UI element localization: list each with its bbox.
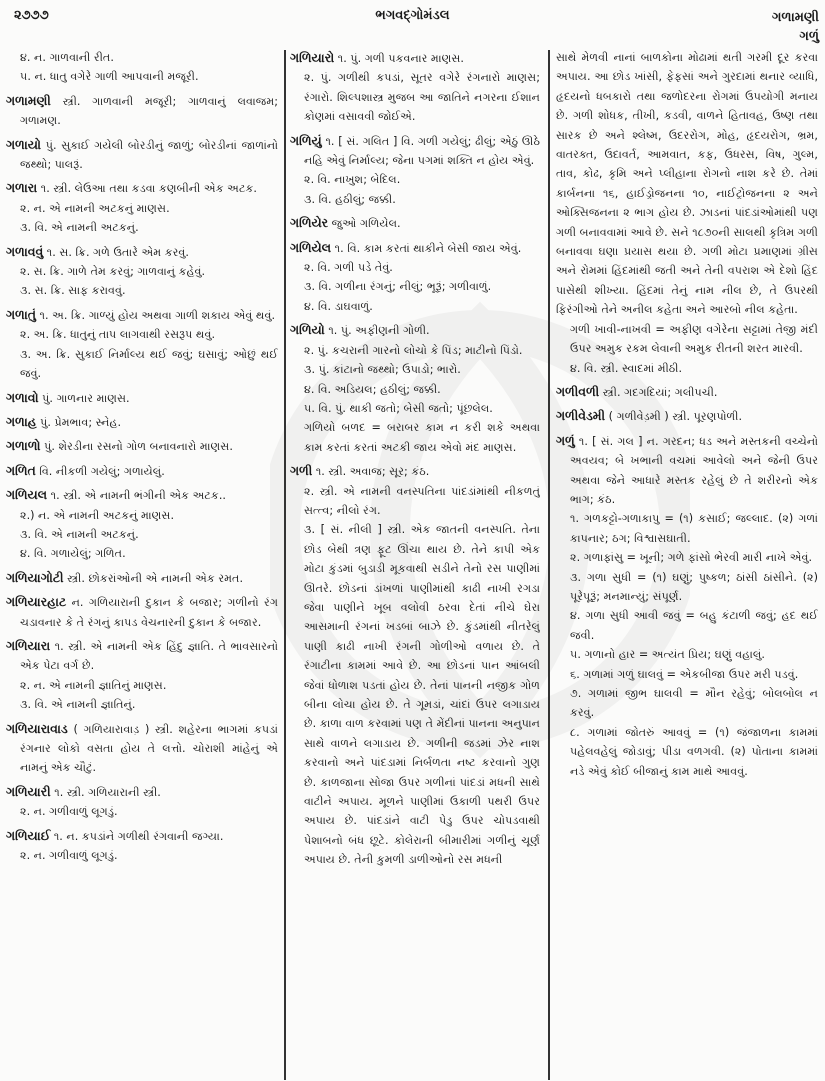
definition-text: સ્ત્રી. ગદગદિયાં; ગલીપચી. [602,385,718,399]
definition-text: સ્ત્રી. ગાળવાની મજૂરી; ગાળવાનું લવાજમ; ગળામણ. [20,94,278,128]
entry-sense: ૭. ગળામાં જીભ ઘાલવી = મૌન રહેવું; બોલબોલ ન કરવું. [570,687,818,720]
definition-text: પું. શેરડીના રસનો ગોળ બનાવનારો માણસ. [44,440,233,454]
entry-definition [6,568,278,588]
entry-sense: ૩. ગળા સુધી = (૧) ઘણું; પુષ્કળ; ઠાંસી ઠાંસીને. (૨) પૂરેપૂરૂં; મનમાન્યું; સંપૂર્ણ. [570,570,818,603]
definition-text: વિ. નીકળી ગયેલું; ગળાયેલું. [39,464,165,478]
dictionary-entry [556,48,818,378]
entry-headword: ગળિયાઈ [6,827,51,843]
entry-headword: ગળિયો [290,322,325,338]
column-1 [6,48,278,1078]
dictionary-entry [290,238,540,317]
entry-sense: ૨. સ્ત્રી. એ નામની વનસ્પતિના પાંદડાંમાંથી નીકળતું સત્ત્વ; નીલો રંગ. [304,484,540,517]
entry-headword: ગળિયાગોટી [6,569,64,585]
entry-sense: ૩. અ. ક્રિ. સુકાઈ નિર્માલ્ય થઈ જવું; ઘસાવું; ઓછું થઈ જવું. [20,347,278,381]
guide-word-top: ગળામણી [771,10,819,25]
entry-headword: ગળારા [6,180,38,196]
entry-sense: ગળી ખાવી-નાખવી = અફીણ વગેરેના સટ્ટામાં તેજી મંદી ઉપર અમુક રકમ લેવાની અમુક રીતની શરત મારવી. [570,322,818,356]
dictionary-entry [290,461,540,870]
entry-sense: ૪. વિ. ડાઘવાળું. [304,299,373,313]
column-2 [290,48,540,1078]
entry-sense: ૨. ન. ગળીવાળું લૂગડું. [20,805,118,819]
entry-headword: ગળાયો [6,136,41,152]
entry-definition [6,636,278,676]
entry-definition [556,382,818,402]
entry-sense: ૨. ન. એ નામની જ્ઞાતિનું માણસ. [20,678,167,692]
entry-definition [6,826,278,846]
entry-sense: ૩. પું. કાંટાનો જથ્થો; ઉપાડો; ભારો. [304,363,461,377]
entry-definition [6,782,278,802]
entry-headword: ગળિયારા [6,637,51,653]
entry-definition [6,719,278,778]
definition-text: સ્ત્રી. છોકરાંઓની એ નામની એક રમત. [67,571,244,585]
definition-text: ૧. સ્ત્રી. લેઉઆ તથા કડવા કણબીની એક અટક. [40,182,257,196]
entry-definition [6,178,278,198]
dictionary-entry [6,568,278,588]
entry-sense: ૨. ન. એ નામની અટકનું માણસ. [20,201,170,215]
definition-text: ૧. અ. ક્રિ. ગાળ્યું હોય અથવા ગાળી શકાય એવું થવું. [39,308,275,322]
dictionary-entry [6,305,278,384]
definition-text: ૧. વિ. કામ કરતાં થાકીને બેસી જાય એવું. [334,241,522,255]
definition-text: ૧. પું. ગળી પકવનાર માણસ. [337,52,464,65]
entry-headword: ગળિયેર [290,215,329,231]
entry-definition [6,592,278,632]
entry-headword: ગળાવો [6,389,39,405]
entry-definition [6,91,278,131]
entry-definition [290,238,540,258]
entry-definition [6,436,278,456]
definition-text: ૧. સ્ત્રી. ગળિયારાની સ્ત્રી. [54,785,161,799]
entry-definition [6,388,278,408]
dictionary-entry [290,131,540,210]
entry-headword: ગળામણી [6,92,51,108]
guide-word-bottom: ગળું [799,29,819,44]
entry-definition [556,431,818,510]
definition-text: પું. પ્રેમભાવ; સ્નેહ. [40,415,122,429]
entry-sense: ૪. વિ. સ્ત્રી. સ્વાદમાં મીઠી. [570,361,683,375]
entry-sense: ૩. વિ. હઠીલું; જક્કી. [304,192,396,206]
entry-sense: ૨. પું. કચરાની ગારનો લોચો કે પિંડ; માટીનો પિંડો. [304,343,523,357]
entry-definition [556,406,818,426]
dictionary-entry [290,320,540,457]
entry-headword: ગળિયારો [290,50,335,65]
definition-text: ન. ગળિયારાની દુકાન કે બજાર; ગળીનો રંગ ચડાવનાર કે તે રંગનું કાપડ વેચનારની દુકાન કે બજાર. [20,596,278,629]
dictionary-entry [6,436,278,456]
dictionary-entry [290,48,540,127]
entry-headword: ગળી [290,463,313,479]
dictionary-entry [6,592,278,632]
dictionary-entry [6,719,278,778]
dictionary-entry [556,431,818,781]
definition-text: ૧. [ સં. ગલ ] ન. ગરદન; ધડ અને મસ્તકની વચ્ચેનો અવયવ; બે ખભાની વચમાં આવેલો અને જેની ઉપર અથવા જેને આધારે મસ્તક રહેલું છે તે શરીરનો એક ભાગ; કંઠ. [570,434,818,506]
entry-sense: ૮. ગળામાં જોતરું આવવું = (૧) જંજાળના કામમાં પહેલવહેલું જોડાવું; પીડા વળગવી. (૨) પોતાના કામમાં નડે એવું કોઈ બીજાનું કામ માથે આવવું. [570,725,818,778]
dictionary-entry [6,91,278,131]
dictionary-entry [6,135,278,175]
definition-text: પું. સુકાઈ ગયેલી બોરડીનું જાળું; બોરડીનાં જાળાંનો જથ્થો; પાલરૂં. [20,138,278,172]
entry-headword: ગળાળો [6,438,41,454]
dictionary-entry [6,636,278,715]
entry-sense: ૨. વિ. ગળી પડે તેવું. [304,261,393,275]
dictionary-entry [290,213,540,233]
entry-headword: ગળિત [6,462,36,478]
dictionary-entry [6,412,278,432]
dictionary-entry [6,485,278,564]
dictionary-entry [6,178,278,237]
dictionary-entry [556,382,818,402]
entry-definition [6,461,278,481]
dictionary-entry [6,782,278,822]
entry-headword: ગળાતું [6,306,36,322]
running-title: ભગવદ્ગોમંડલ [375,8,450,23]
column-3 [556,48,818,1078]
entry-sense: ૩. [ સં. નીલી ] સ્ત્રી. એક જાતની વનસ્પતિ. તેના છોડ બેથી ત્રણ ફૂટ ઊંચા થાય છે. તેને કાપી એક મોટા કુંડમાં બુડાડી મૂકવાથી સડીને તેનો રસ પાણીમાં ઊતરે. છોડનાં ડાંખળાં પાણીમાંથી કાઢી નાખી રગડા જેવા પાણીને ખૂબ વલોવી ઠરવા દેતાં નીચે ઘેરા આસમાની રંગનાં ખડબાં બાઝે છે. કુંડમાંથી નીતરેલું પાણી કાઢી નાખી રંગની ગોળીઓ વળાય છે. તે રંગાટીના કામમાં આવે છે. આ છોડનાં પાન આંબલી જેવાં ધોળાશ પડતાં હોય છે. તેનાં પાનની નજીક ગોળ બીના લોચા હોય છે. તે ગૂમડાં, ચાંદાં ઉપર લગાડાય છે. કાળા વાળ કરવામાં પણ તે મેંદીનાં પાનના અનુપાન સાથે વાળને લગાડાય છે. ગળીની જડમાં ઝેર નાશ કરવાનો અને પાંદડામાં નિર્બળતા નષ્ટ કરવાનો ગુણ છે. કાળજાના સોજા ઉપર ગળીનાં પાંદડાં મધની સાથે વાટીને અપાય. મૂળને પાણીમાં ઉકાળી પથરી ઉપર અપાય છે. પાંદડાંને વાટી પેડુ ઉપર ચોપડવાથી પેશાબનો બંધ છૂટે. કોલેરાની બીમારીમાં ગળીનું ચૂર્ણ અપાય છે. તેની કુમળી ડાળીઓનો રસ મધની [304,523,540,867]
dictionary-entry [6,461,278,481]
entry-sense: ૧. ગળકટ્ટો-ગળાકાપુ = (૧) કસાઈ; જલ્લાદ. (૨) ગળાં કાપનાર; ઠગ; વિશ્વાસઘાતી. [570,512,818,545]
entry-definition [6,485,278,505]
entry-sense: ૪. વિ. ગળાયેલું; ગળિત. [20,547,126,561]
entry-sense: ૩. વિ. એ નામની અટકનું. [20,527,139,541]
entry-sense: ૫. ગળાનો હાર = અત્યંત પ્રિય; ઘણું વહાલું. [570,648,765,662]
definition-text: ( ગળિયારાવાડ઼ ) સ્ત્રી. શહેરના ભાગમાં કપડાં રંગનાર લોકો વસતા હોય તે લત્તો. ચોરાશી માંહેનું એ નામનું એક ચૌટું. [20,722,278,775]
entry-sense: ૩. વિ. એ નામની જ્ઞાતિનું. [20,698,136,712]
guide-words [772,8,819,46]
entry-definition: સાથે મેળવી નાનાં બાળકોના મોઢામાં થતી ગરમી દૂર કરવા અપાય. આ છોડ ખાંસી, ફેફસાં અને ગુરદામાં થનાર વ્યાધિ, હૃદયનો ધબકારો તથા જળોદરના રોગમાં ઉપયોગી મનાય છે. ગળી શોધક, તીખી, કડવી, વાળને હિતાવહ, ઉષ્ણ તથા સારક છે અને શ્લેષ્મ, ઉદરરોગ, મોહ, હૃદયરોગ, ભ્રમ, વાતરક્ત, ઉદાવર્ત, આમવાત, કફ, ઉધરસ, વિષ, ગુલ્મ, તાવ, કોઢ, કૃમિ અને પ્લીહાના રોગનો નાશ કરે છે. તેમાં કાર્બનના ૧૬, હાઈડ્રોજનના ૧૦, નાઈટ્રોજનના ૨ અને ઓક્સિજનના ૨ ભાગ હોય છે. ઝાડનાં પાંદડાંઓમાંથી પણ ગળી બનાવવામાં આવે છે. સને ૧૮૭૦ની સાલથી કૃત્રિમ ગળી બનાવવા ઘણા પ્રયાસ થયા છે. ગળી મોટા પ્રમાણમાં ગ્રીસ અને રોમમાં હિંદમાંથી જતી અને તેની વપરાશ એ દેશો હિંદ પાસેથી શીખ્યા. હિંદમાં તેનું નામ નીલ છે, તે ઉપરથી ફિરંગીઓ તેને અનીલ કહેતા અને આરબો નીલ કહેતા. [556,51,818,317]
entry-definition [290,131,540,171]
page-header [0,0,825,44]
entry-sense: ૨. ન. ગળીવાળું લૂગડું. [20,849,118,863]
entry-definition [6,305,278,325]
entry-definition [6,242,278,262]
definition-text: ૧. પું. અફીણની ગોળી. [328,324,430,338]
entry-definition [6,412,278,432]
entry-sense: ૨. પું. ગળીથી કપડાં, સૂતર વગેરે રંગનારો માણસ; રંગારો. શિલ્પશાસ્ત્ર મુજબ આ જાતિને નગરના ઈશાન કોણમાં વસાવવી જોઈએ. [304,71,540,124]
entry-definition [6,135,278,175]
entry-sense: ૨.) ન. એ નામની અટકનું માણસ. [20,508,175,522]
entry-sense: ૫. ન. ધાતુ વગેરે ગાળી આપવાની મજૂરી. [20,70,199,84]
definition-text: જુઓ ગળિયેલ. [331,217,401,231]
dictionary-columns [0,48,825,1081]
entry-sense: ૩. વિ. એ નામની અટકનું. [20,221,139,235]
entry-definition [290,320,540,340]
dictionary-entry [6,388,278,408]
entry-headword: ગળિયારહાટ [6,594,67,610]
entry-definition [290,213,540,233]
entry-sense: ૩. સ. ક્રિ. સાફ કરાવવું. [20,284,126,298]
entry-sense: ૨. વિ. નાખુશ; બેદિલ. [304,173,401,187]
entry-sense: ૪. વિ. અડિયલ; હઠીલું; જક્કી. [304,382,441,396]
entry-definition [290,48,540,68]
definition-text: ૧. ન. કપડાંને ગળીથી રંગવાની જગ્યા. [53,829,224,843]
entry-sense: ૬. ગળામાં ગળું ઘાલવું = એકબીજા ઉપર મરી પડવું. [570,667,799,681]
page-number: ૨૭૭૭ [14,8,49,23]
entry-definition [290,461,540,481]
entry-sense: ગળિયો બળદ = બરાબર કામ ન કરી શકે અથવા કામ કરતાં કરતાં અટકી જાય એવો મંદ માણસ. [304,421,540,454]
entry-sense: ૨. ગળાફાંસુ = ખૂની; ગળે ફાંસો ભેરવી મારી નાખે એવું. [570,551,813,565]
dictionary-entry [556,406,818,426]
definition-text: ૧. [ સં. ગલિત ] વિ. ગળી ગયેલું; ઢીલું; એઠું ઊઠે નહિ એવું નિર્માલ્ય; જેના પગમાં શક્તિ ન હોય એવું. [304,134,540,168]
entry-sense: ૨. સ. ક્રિ. ગાળે તેમ કરવું; ગાળવાનું કહેવું. [20,265,206,279]
dictionary-entry [6,242,278,301]
definition-text: ( ગળીવેડ઼મી ) સ્ત્રી. પૂરણપોળી. [608,410,743,424]
entry-definition: ૪. ન. ગાળવાની રીત. [20,51,114,64]
entry-sense: ૩. વિ. ગળીના રંગનું; નીલું; ભૂરૂં; ગળીવાળું. [304,280,492,294]
definition-text: ૧. સ. ક્રિ. ગળે ઉતારે એમ કરવું. [46,245,189,259]
entry-sense: ૨. અ. ક્રિ. ધાતુનું તાપ લાગવાથી રસરૂપ થવું. [20,328,216,342]
entry-sense: ૪. ગળા સુધી આવી જવું = બહુ કંટાળી જવું; હદ થઈ જવી. [570,609,818,642]
entry-headword: ગળિયેલ [290,239,332,255]
definition-text: ૧. સ્ત્રી. અવાજ; સૂર; કંઠ. [315,465,430,479]
entry-headword: ગળિયારાવાડ [6,720,68,736]
entry-headword: ગળાવવું [6,243,44,259]
definition-text: ૧. સ્ત્રી. એ નામની ભંગીની એક અટક.. [50,489,226,503]
entry-headword: ગળીવળી [556,383,600,399]
entry-sense: ૫. વિ. પું. થાકી જતો; બેસી જતો; પૂંછલેલ. [304,401,493,415]
entry-headword: ગળિયલ [6,487,48,503]
entry-headword: ગળિયારી [6,783,51,799]
definition-text: પું. ગાળનાર માણસ. [42,391,130,405]
dictionary-entry [6,48,278,87]
definition-text: ૧. સ્ત્રી. એ નામની એક હિંદુ જ્ઞાતિ. તે ભાવસારનો એક પેટા વર્ગ છે. [20,639,278,673]
entry-headword: ગળિયું [290,132,322,148]
entry-headword: ગળું [556,432,575,448]
entry-headword: ગળાહ [6,413,37,429]
dictionary-entry [6,826,278,866]
entry-headword: ગળીવેડમી [556,408,606,424]
